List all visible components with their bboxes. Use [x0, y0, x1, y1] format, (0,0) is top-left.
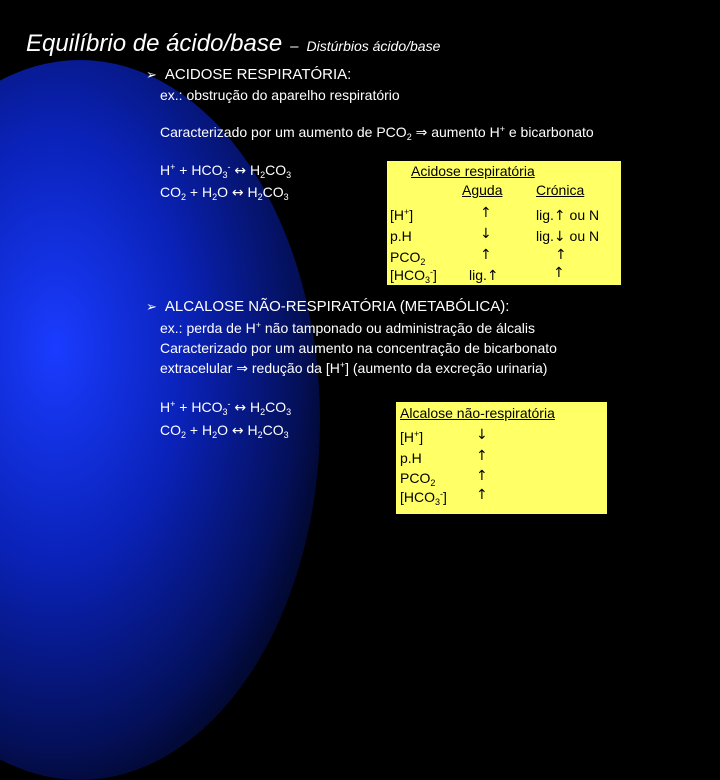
- ex-pre: ex.: perda de H: [160, 320, 256, 336]
- down-arrow-icon: ↓: [476, 427, 488, 443]
- eq-co: CO: [160, 184, 181, 200]
- title-separator: –: [290, 38, 299, 55]
- slide-title: [26, 30, 440, 58]
- up-arrow-icon: ↑: [553, 208, 566, 224]
- eq-sub: 2: [257, 430, 263, 440]
- equilibrium-arrow-icon: ↔: [234, 163, 247, 179]
- or-n: ou N: [569, 228, 600, 244]
- sub: 3: [435, 497, 441, 507]
- eq-sub: 2: [181, 192, 187, 202]
- eq-sub: 2: [257, 192, 263, 202]
- equilibrium-arrow-icon: ↔: [234, 400, 247, 416]
- ex-sup: +: [255, 320, 261, 330]
- row-pco2: [390, 249, 425, 267]
- l3-sup: +: [339, 360, 346, 370]
- eq-sup: +: [170, 162, 176, 172]
- eq-sub: 2: [260, 407, 266, 417]
- l3-mid: redução da [H: [248, 360, 340, 376]
- section2-line2: Caracterizado por um aumento na concentração de bicarbonato: [160, 340, 557, 356]
- sub: 2: [420, 257, 426, 267]
- row-h: [H+]: [400, 429, 424, 445]
- section1-heading: [146, 66, 351, 83]
- eq-sup: -: [227, 162, 231, 172]
- eq-sub: 3: [222, 170, 228, 180]
- eq-hco: + HCO: [175, 162, 223, 178]
- acidose-table-title: Acidose respiratória: [411, 163, 535, 179]
- l3-post: ] (aumento da excreção urinaria): [345, 360, 548, 376]
- sup: -: [440, 489, 444, 499]
- title-main: Equilíbrio de ácido/base: [26, 30, 283, 57]
- pco2: PCO: [400, 470, 431, 486]
- equation2-line1: [160, 399, 291, 417]
- implies-arrow-icon: ⇒: [415, 125, 428, 141]
- eq-co: CO: [265, 399, 287, 415]
- col-acute: Aguda: [462, 182, 503, 198]
- bullet-arrow-icon: ➢: [146, 68, 157, 83]
- lig: lig.: [536, 228, 554, 244]
- lig: lig.: [469, 267, 487, 283]
- eq-co: CO: [262, 184, 284, 200]
- up-arrow-icon: ↑: [476, 468, 488, 484]
- eq-sup: -: [227, 399, 231, 409]
- eq-sub: 2: [212, 192, 218, 202]
- l3-pre: extracelular: [160, 360, 233, 376]
- eq-sub: 3: [286, 170, 292, 180]
- eq-o: O: [217, 422, 228, 438]
- acidose-table: [387, 161, 621, 285]
- eq-h2co: H: [250, 399, 261, 415]
- title-subtitle: Distúrbios ácido/base: [306, 38, 441, 54]
- eq-sub: 2: [260, 170, 266, 180]
- eq-co: CO: [262, 422, 284, 438]
- section1-characterized: [160, 124, 594, 142]
- eq-h: H: [160, 162, 171, 178]
- row-ph: p.H: [390, 228, 412, 244]
- eq-sub: 3: [283, 430, 289, 440]
- equilibrium-arrow-icon: ↔: [231, 185, 244, 201]
- row-hco3: $[HCO_3^-]$: [390, 267, 437, 285]
- equilibrium-arrow-icon: ↔: [231, 423, 244, 439]
- section2-heading-text: ALCALOSE NÃO-RESPIRATÓRIA (METABÓLICA):: [164, 298, 510, 315]
- sub: 2: [430, 478, 436, 488]
- eq-hco: + HCO: [175, 399, 223, 415]
- char-post: aumento H: [431, 124, 500, 140]
- eq-h2co: H: [247, 422, 258, 438]
- up-arrow-icon: ↑: [476, 448, 488, 464]
- eq-co: CO: [265, 162, 287, 178]
- up-arrow-icon: ↑: [555, 247, 567, 263]
- equation2-line2: [160, 422, 289, 440]
- down-arrow-icon: ↓: [480, 226, 492, 242]
- section1-heading-text: ACIDOSE RESPIRATÓRIA:: [164, 66, 352, 83]
- row-pco2: [400, 470, 435, 488]
- up-arrow-icon: ↑: [553, 265, 565, 281]
- sub: 3: [425, 275, 431, 285]
- eq-h2o: + H: [186, 422, 213, 438]
- eq-sub: 3: [286, 407, 292, 417]
- char-end: e bicarbonato: [504, 124, 594, 140]
- pco2: PCO: [390, 249, 421, 265]
- bullet-arrow-icon: ➢: [146, 300, 157, 315]
- section2-line3: [160, 360, 547, 377]
- eq-co: CO: [160, 422, 181, 438]
- eq-sub: 3: [222, 407, 228, 417]
- eq-sub: 2: [181, 430, 187, 440]
- equation1-line1: [160, 162, 291, 180]
- sup: -: [430, 267, 434, 277]
- eq-h2co: H: [250, 162, 261, 178]
- eq-sub: 2: [212, 430, 218, 440]
- sup: +: [414, 429, 420, 439]
- alcalose-table-title: Alcalose não-respiratória: [400, 405, 555, 421]
- up-arrow-icon: ↑: [476, 487, 488, 503]
- section2-heading: [146, 298, 509, 315]
- eq-o: O: [217, 184, 228, 200]
- char-sub: 2: [406, 132, 412, 142]
- char-pre: Caracterizado por um aumento de PCO: [160, 124, 407, 140]
- row-h-label: [H: [390, 207, 404, 223]
- down-arrow-icon: ↓: [553, 229, 566, 245]
- chronic-ph: [536, 228, 599, 245]
- up-arrow-icon: ↑: [486, 268, 499, 284]
- equation1-line2: [160, 184, 289, 202]
- row-hco3: $[HCO_3^-]$: [400, 489, 447, 507]
- ex-post: não tamponado ou administração de álcalis: [261, 320, 535, 336]
- acute-hco3: [469, 267, 499, 284]
- col-chronic: Crónica: [536, 182, 585, 198]
- hco3: [HCO: [400, 489, 435, 505]
- hco3: [HCO: [390, 267, 425, 283]
- up-arrow-icon: ↑: [480, 205, 492, 221]
- h: [H: [400, 429, 414, 445]
- lig: lig.: [536, 207, 554, 223]
- row-ph: p.H: [400, 450, 422, 466]
- implies-arrow-icon: ⇒: [236, 361, 248, 377]
- or-n: ou N: [569, 207, 600, 223]
- alcalose-table: [396, 402, 607, 514]
- section1-example: ex.: obstrução do aparelho respiratório: [160, 87, 400, 103]
- chronic-h: [536, 207, 599, 224]
- eq-sup: +: [170, 399, 176, 409]
- row-h: [H+]: [390, 207, 414, 223]
- section2-example: [160, 320, 535, 336]
- eq-h2co: H: [247, 184, 258, 200]
- eq-h2o: + H: [186, 184, 213, 200]
- up-arrow-icon: ↑: [480, 247, 492, 263]
- eq-sub: 3: [283, 192, 289, 202]
- row-h-sup: +: [404, 207, 410, 217]
- eq-h: H: [160, 399, 171, 415]
- char-sup: +: [499, 124, 505, 134]
